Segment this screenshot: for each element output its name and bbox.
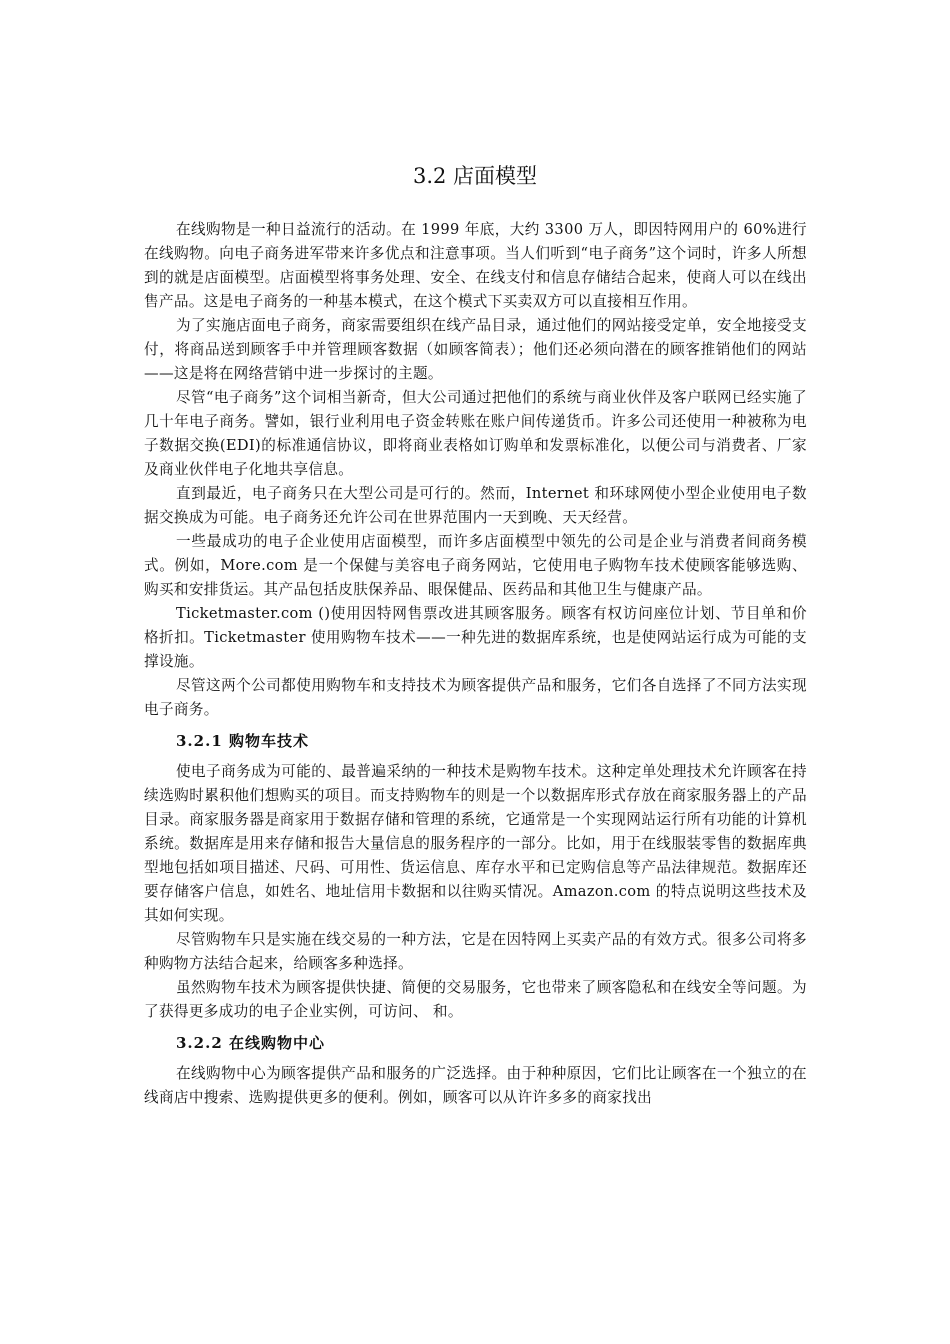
paragraph-intro-5: 一些最成功的电子企业使用店面模型，而许多店面模型中领先的公司是企业与消费者间商务模式。例如，More.com 是一个保健与美容电子商务网站，它使用电子购物车技术使顾客能够选购、购买和安排货运。其产品包括皮肤保养品、眼保健品、医药品和其他卫生与健康产品。 xyxy=(144,533,807,598)
paragraph-intro-4: 直到最近，电子商务只在大型公司是可行的。然而，Internet 和环球网使小型企业使用电子数据交换成为可能。电子商务还允许公司在世界范围内一天到晚、天天经营。 xyxy=(144,485,807,526)
section-heading-3-2-1: 3.2.1 购物车技术 xyxy=(176,732,309,750)
paragraph-321-3: 虽然购物车技术为顾客提供快捷、简便的交易服务，它也带来了顾客隐私和在线安全等问题。为了获得更多成功的电子企业实例，可访问、 和。 xyxy=(144,979,807,1020)
paragraph-intro-3: 尽管“电子商务”这个词相当新奇，但大公司通过把他们的系统与商业伙伴及客户联网已经实施了几十年电子商务。譬如，银行业利用电子资金转账在账户间传递货币。许多公司还使用一种被称为电子数据交换(EDI)的标准通信协议，即将商业表格如订购单和发票标准化，以便公司与消费者、厂家及商业伙伴电子化地共享信息。 xyxy=(144,389,807,478)
paragraph-321-1: 使电子商务成为可能的、最普遍采纳的一种技术是购物车技术。这种定单处理技术允许顾客在持续选购时累积他们想购买的项目。而支持购物车的则是一个以数据库形式存放在商家服务器上的产品目录。商家服务器是商家用于数据存储和管理的系统，它通常是一个实现网站运行所有功能的计算机系统。数据库是用来存储和报告大量信息的服务程序的一部分。比如，用于在线服装零售的数据库典型地包括如项目描述、尺码、可用性、货运信息、库存水平和已定购信息等产品法律规范。数据库还要存储客户信息，如姓名、地址信用卡数据和以往购买情况。Amazon.com 的特点说明这些技术及其如何实现。 xyxy=(144,763,807,924)
paragraph-intro-1: 在线购物是一种日益流行的活动。在 1999 年底，大约 3300 万人，即因特网用户的 60%进行在线购物。向电子商务进军带来许多优点和注意事项。当人们听到“电子商务”这个词时，许多人所想到的就是店面模型。店面模型将事务处理、安全、在线支付和信息存储结合起来，使商人可以在线出售产品。这是电子商务的一种基本模式，在这个模式下买卖双方可以直接相互作用。 xyxy=(144,221,807,310)
paragraph-intro-2: 为了实施店面电子商务，商家需要组织在线产品目录，通过他们的网站接受定单，安全地接受支付，将商品送到顾客手中并管理顾客数据（如顾客简表）；他们还必须向潜在的顾客推销他们的网站——这是将在网络营销中进一步探讨的主题。 xyxy=(144,317,807,382)
paragraph-321-2: 尽管购物车只是实施在线交易的一种方法，它是在因特网上买卖产品的有效方式。很多公司将多种购物方法结合起来，给顾客多种选择。 xyxy=(144,931,807,972)
document-body xyxy=(144,218,807,1110)
section-heading-3-2-2: 3.2.2 在线购物中心 xyxy=(176,1034,325,1052)
page-title: 3.2 店面模型 xyxy=(412,164,538,188)
paragraph-intro-7: 尽管这两个公司都使用购物车和支持技术为顾客提供产品和服务，它们各自选择了不同方法实现电子商务。 xyxy=(144,677,807,718)
paragraph-intro-6: Ticketmaster.com ()使用因特网售票改进其顾客服务。顾客有权访问座位计划、节目单和价格折扣。Ticketmaster 使用购物车技术——一种先进的数据库系统，也是使网站运行成为可能的支撑设施。 xyxy=(144,605,807,670)
paragraph-322-1: 在线购物中心为顾客提供产品和服务的广泛选择。由于种种原因，它们比让顾客在一个独立的在线商店中搜索、选购提供更多的便利。例如，顾客可以从许许多多的商家找出 xyxy=(144,1065,807,1106)
